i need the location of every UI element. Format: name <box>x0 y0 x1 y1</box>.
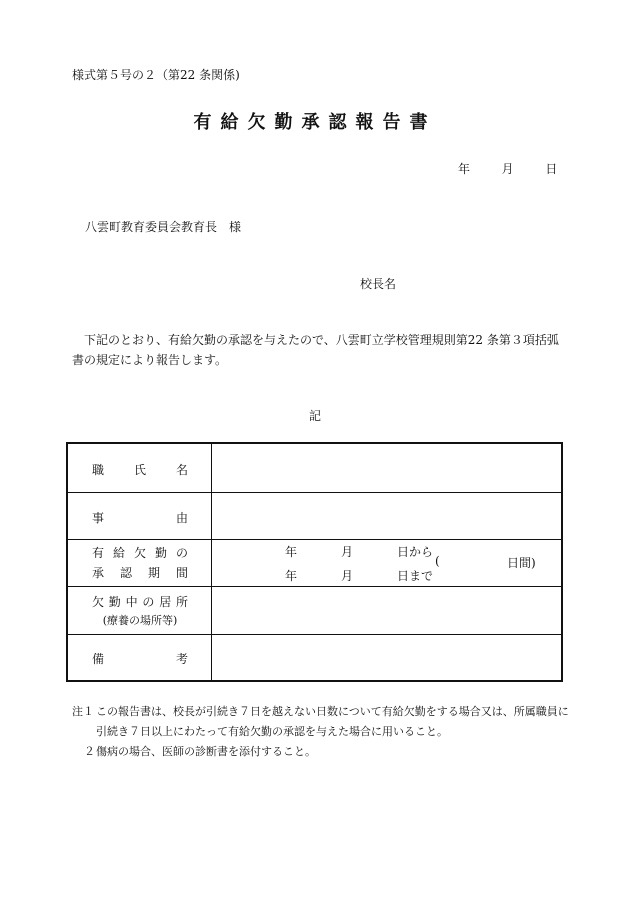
ki-heading: 記 <box>308 409 321 423</box>
row-label-reason: 事由 <box>92 511 188 525</box>
to-year: 年 <box>285 569 298 583</box>
date-month: 月 <box>501 162 514 176</box>
table-row <box>68 539 561 586</box>
row-label-residence-line1: 欠勤中の居所 <box>92 595 188 609</box>
note-2-text: 傷病の場合、医師の診断書を添付すること。 <box>96 745 316 758</box>
residence-field[interactable] <box>213 587 561 634</box>
table-row <box>68 586 561 634</box>
remarks-field[interactable] <box>213 635 561 680</box>
addressee: 八雲町教育委員会教育長 様 <box>85 220 242 234</box>
from-day: 日から <box>397 545 434 559</box>
report-table <box>66 442 563 682</box>
date-year: 年 <box>458 162 471 176</box>
reason-field[interactable] <box>213 493 561 539</box>
row-label-cell <box>68 587 212 634</box>
row-label-period-line2: 承認期間 <box>92 566 188 580</box>
body-paragraph: 下記のとおり、有給欠勤の承認を与えたので、八雲町立学校管理規則第22 条第３項括弧書の規定により報告します。 <box>72 333 559 367</box>
from-month: 月 <box>341 545 354 559</box>
days-open: ( <box>435 554 440 568</box>
to-day: 日まで <box>397 569 434 583</box>
note-1-text: この報告書は、校長が引続き７日を越えない日数について有給欠勤をする場合又は、所属職員に引続き７日以上にわたって有給欠勤の承認を与えた場合に用いること。 <box>96 705 569 738</box>
note-1-number: 注１ <box>72 705 94 718</box>
row-label-cell <box>68 493 212 539</box>
date-line <box>458 160 557 177</box>
notes <box>72 702 572 762</box>
row-label-cell <box>68 635 212 680</box>
to-month: 月 <box>341 569 354 583</box>
row-label-cell <box>68 540 212 586</box>
from-year: 年 <box>285 545 298 559</box>
form-reference: 様式第５号の２（第22 条関係) <box>72 68 240 82</box>
table-row <box>68 492 561 539</box>
table-row <box>68 444 561 492</box>
note-1 <box>72 702 572 742</box>
row-label-cell <box>68 444 212 492</box>
date-day: 日 <box>545 162 558 176</box>
table-row <box>68 634 561 680</box>
row-label-name: 職氏名 <box>92 463 188 477</box>
days-close: 日間) <box>507 556 536 570</box>
row-label-period-line1: 有給欠勤の <box>92 546 188 560</box>
name-field[interactable] <box>213 444 561 492</box>
principal-name-label: 校長名 <box>360 277 397 291</box>
note-2 <box>72 742 572 762</box>
row-label-residence-line2: (療養の場所等) <box>102 614 178 627</box>
period-field[interactable] <box>213 540 561 586</box>
row-label-remarks: 備考 <box>92 652 188 666</box>
document-title: 有給欠勤承認報告書 <box>193 112 437 133</box>
note-2-number: ２ <box>84 745 95 758</box>
